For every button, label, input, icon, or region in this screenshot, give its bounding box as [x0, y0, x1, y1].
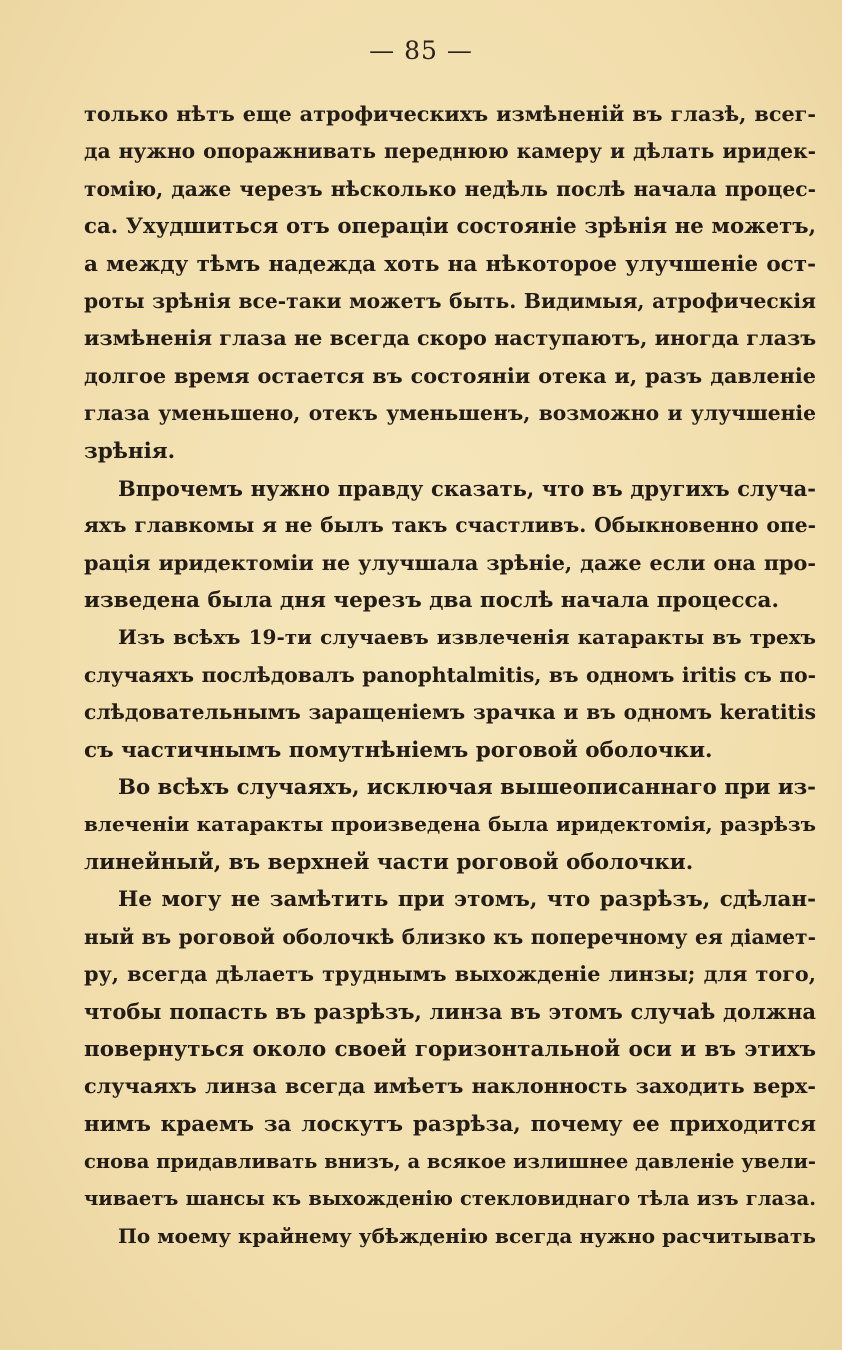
- text-line: чиваетъ шансы къ выхожденію стекловиднаго тѣла изъ глаза.: [84, 1187, 816, 1211]
- text-line: Не могу не замѣтить при этомъ, что разрѣзъ, сдѣлан-: [118, 887, 816, 913]
- text-line: измѣненія глаза не всегда скоро наступаютъ, иногда глазъ: [84, 326, 817, 351]
- text-line: съ частичнымъ помутнѣніемъ роговой оболочки.: [84, 737, 713, 763]
- text-line: нимъ краемъ за лоскутъ разрѣза, почему ее приходится: [84, 1111, 816, 1137]
- text-line: повернуться около своей горизонтальной оси и въ этихъ: [84, 1036, 816, 1062]
- text-line: случаяхъ послѣдовалъ panophtalmitis, въ одномъ iritis съ по-: [84, 662, 816, 687]
- text-line: ру, всегда дѣлаетъ труднымъ выхожденіе линзы; для того,: [84, 961, 816, 986]
- text-line: рація иридектоміи не улучшала зрѣніе, даже если она про-: [84, 550, 816, 575]
- text-line: изведена была дня черезъ два послѣ начала процесса.: [84, 588, 779, 614]
- text-line: яхъ главкомы я не былъ такъ счастливъ. Обыкновенно опе-: [84, 513, 816, 538]
- text-line: са. Ухудшиться отъ операціи состояніе зрѣнія не можетъ,: [84, 214, 816, 240]
- page-number: — 85 —: [369, 36, 473, 65]
- text-line: влеченіи катаракты произведена была иридектомія, разрѣзъ: [84, 812, 816, 837]
- text-line: Впрочемъ нужно правду сказать, что въ другихъ случа-: [118, 475, 816, 501]
- text-line: только нѣтъ еще атрофическихъ измѣненій въ глазѣ, всег-: [84, 102, 816, 126]
- text-line: да нужно опоражнивать переднюю камеру и дѣлать иридек-: [84, 139, 816, 164]
- text-line: случаяхъ линза всегда имѣетъ наклонность заходить верх-: [84, 1074, 816, 1099]
- text-line: роты зрѣнія все-таки можетъ быть. Видимыя, атрофическія: [84, 288, 816, 313]
- text-line: Во всѣхъ случаяхъ, исключая вышеописаннаго при из-: [118, 775, 816, 801]
- text-line: ный въ роговой оболочкѣ близко къ поперечному ея діамет-: [84, 924, 816, 949]
- text-line: линейный, въ верхней части роговой оболочки.: [84, 849, 694, 875]
- text-line: чтобы попасть въ разрѣзъ, линза въ этомъ случаѣ должна: [84, 999, 816, 1025]
- text-line: зрѣнія.: [84, 438, 176, 464]
- text-line: слѣдовательнымъ заращеніемъ зрачка и въ одномъ keratitis: [84, 700, 816, 725]
- body-text: [84, 96, 816, 1255]
- text-line: томію, даже черезъ нѣсколько недѣль послѣ начала процес-: [84, 176, 816, 201]
- text-line: По моему крайнему убѣжденію всегда нужно расчитывать: [118, 1223, 816, 1248]
- text-line: Изъ всѣхъ 19-ти случаевъ извлеченія катаракты въ трехъ: [118, 625, 816, 650]
- text-line: снова придавливать внизъ, а всякое излишнее давленіе увели-: [84, 1149, 816, 1173]
- text-line: долгое время остается въ состояніи отека и, разъ давленіе: [84, 363, 816, 388]
- text-line: а между тѣмъ надежда хоть на нѣкоторое улучшеніе ост-: [84, 251, 816, 277]
- text-line: глаза уменьшено, отекъ уменьшенъ, возможно и улучшеніе: [84, 401, 816, 426]
